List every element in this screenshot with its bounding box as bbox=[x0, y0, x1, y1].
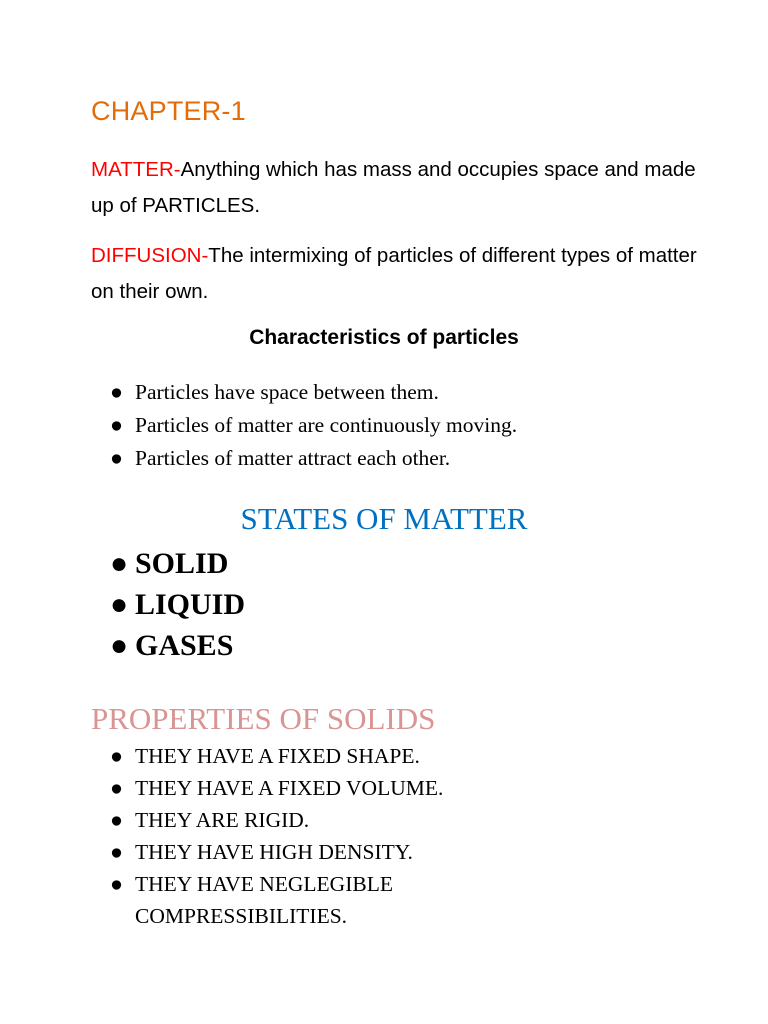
properties-list bbox=[108, 740, 568, 932]
matter-definition-text: Anything which has mass and occupies space and made up of PARTICLES. bbox=[91, 158, 696, 217]
list-item bbox=[108, 409, 517, 442]
list-item-text: Particles of matter attract each other. bbox=[135, 446, 451, 470]
list-item-text: SOLID bbox=[135, 547, 229, 580]
list-item-text: LIQUID bbox=[135, 588, 246, 621]
diffusion-term: DIFFUSION- bbox=[91, 244, 209, 267]
states-heading: STATES OF MATTER bbox=[240, 501, 528, 536]
bullet-icon: ● bbox=[110, 446, 123, 470]
bullet-icon: ● bbox=[110, 808, 123, 832]
diffusion-definition bbox=[91, 238, 711, 310]
bullet-icon: ● bbox=[110, 840, 123, 864]
list-item-text: THEY HAVE HIGH DENSITY. bbox=[135, 840, 413, 864]
bullet-icon: ● bbox=[110, 776, 123, 800]
list-item bbox=[108, 442, 517, 475]
list-item bbox=[108, 836, 568, 868]
list-item bbox=[108, 376, 517, 409]
list-item-text: Particles have space between them. bbox=[135, 380, 439, 404]
bullet-icon: ● bbox=[110, 413, 123, 437]
list-item-text: Particles of matter are continuously moving. bbox=[135, 413, 518, 437]
bullet-icon: ● bbox=[110, 872, 123, 896]
bullet-icon: ● bbox=[110, 629, 129, 662]
list-item bbox=[108, 868, 568, 932]
list-item bbox=[108, 804, 568, 836]
characteristics-heading: Characteristics of particles bbox=[249, 326, 519, 349]
bullet-icon: ● bbox=[110, 547, 129, 580]
list-item bbox=[108, 772, 568, 804]
properties-heading: PROPERTIES OF SOLIDS bbox=[91, 701, 436, 736]
diffusion-definition-text: The intermixing of particles of different types of matter on their own. bbox=[91, 244, 697, 303]
list-item bbox=[108, 740, 568, 772]
list-item bbox=[108, 584, 245, 625]
bullet-icon: ● bbox=[110, 744, 123, 768]
list-item bbox=[108, 625, 245, 666]
bullet-icon: ● bbox=[110, 588, 129, 621]
list-item-text: THEY HAVE NEGLEGIBLE COMPRESSIBILITIES. bbox=[135, 872, 393, 928]
list-item-text: THEY HAVE A FIXED SHAPE. bbox=[135, 744, 420, 768]
list-item-text: THEY HAVE A FIXED VOLUME. bbox=[135, 776, 444, 800]
list-item-text: GASES bbox=[135, 629, 234, 662]
list-item bbox=[108, 543, 245, 584]
matter-definition bbox=[91, 152, 711, 224]
matter-term: MATTER- bbox=[91, 158, 181, 181]
states-list bbox=[108, 543, 245, 666]
characteristics-list bbox=[108, 376, 517, 475]
bullet-icon: ● bbox=[110, 380, 123, 404]
list-item-text: THEY ARE RIGID. bbox=[135, 808, 310, 832]
chapter-title: CHAPTER-1 bbox=[91, 96, 246, 126]
